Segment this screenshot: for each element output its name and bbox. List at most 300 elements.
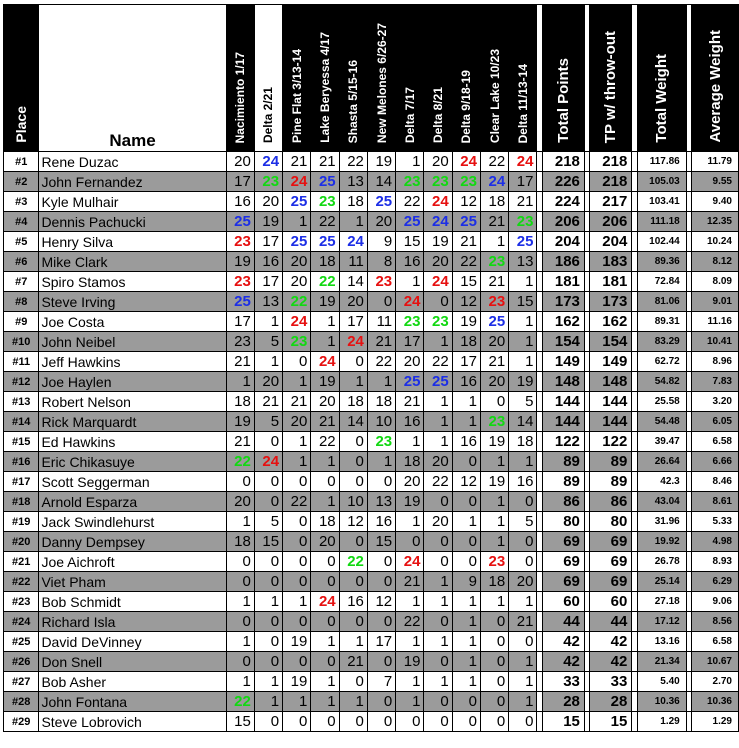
race-score: 21 xyxy=(283,152,311,172)
race-score: 22 xyxy=(311,432,339,452)
race-score: 1 xyxy=(424,672,452,692)
tp-throwout: 144 xyxy=(590,392,632,412)
race-score: 16 xyxy=(367,512,395,532)
race-score: 19 xyxy=(452,312,480,332)
race-score: 0 xyxy=(452,492,480,512)
average-weight: 8.09 xyxy=(692,272,739,292)
race-score: 0 xyxy=(254,572,282,592)
race-score: 20 xyxy=(226,492,254,512)
race-header: Pine Flat 3/13-14 xyxy=(283,5,311,152)
total-weight: 117.86 xyxy=(637,152,686,172)
race-score: 0 xyxy=(339,452,367,472)
race-score: 15 xyxy=(226,712,254,732)
race-score: 0 xyxy=(283,712,311,732)
total-points: 69 xyxy=(543,572,585,592)
total-points: 86 xyxy=(543,492,585,512)
race-score: 23 xyxy=(283,332,311,352)
race-score: 18 xyxy=(367,392,395,412)
average-weight: 10.67 xyxy=(692,652,739,672)
angler-name: Joe Haylen xyxy=(39,372,226,392)
tp-throwout: 218 xyxy=(590,152,632,172)
race-score: 19 xyxy=(367,152,395,172)
race-score: 1 xyxy=(452,632,480,652)
average-weight: 4.98 xyxy=(692,532,739,552)
race-score: 0 xyxy=(226,612,254,632)
race-score: 19 xyxy=(283,632,311,652)
race-score: 0 xyxy=(452,692,480,712)
place-cell: #26 xyxy=(4,652,39,672)
race-score: 25 xyxy=(283,192,311,212)
race-score: 19 xyxy=(283,672,311,692)
race-score: 0 xyxy=(452,552,480,572)
race-score: 16 xyxy=(452,432,480,452)
place-cell: #12 xyxy=(4,372,39,392)
angler-name: Bob Asher xyxy=(39,672,226,692)
race-score: 0 xyxy=(254,552,282,572)
race-score: 21 xyxy=(396,392,424,412)
race-score: 24 xyxy=(424,192,452,212)
race-score: 0 xyxy=(339,532,367,552)
race-score: 22 xyxy=(452,252,480,272)
race-score: 23 xyxy=(480,412,508,432)
race-score: 1 xyxy=(254,592,282,612)
race-score: 1 xyxy=(509,692,537,712)
tp-throwout: 218 xyxy=(590,172,632,192)
race-score: 21 xyxy=(509,612,537,632)
average-weight: 10.41 xyxy=(692,332,739,352)
race-score: 17 xyxy=(452,352,480,372)
tp-throwout: 154 xyxy=(590,332,632,352)
race-score: 21 xyxy=(339,652,367,672)
race-score: 23 xyxy=(226,232,254,252)
angler-name: Bob Schmidt xyxy=(39,592,226,612)
total-weight: 19.92 xyxy=(637,532,686,552)
race-score: 1 xyxy=(509,272,537,292)
race-score: 22 xyxy=(424,352,452,372)
angler-name: Henry Silva xyxy=(39,232,226,252)
table-row xyxy=(4,152,739,172)
total-points: 44 xyxy=(543,612,585,632)
place-cell: #16 xyxy=(4,452,39,472)
race-score: 24 xyxy=(396,552,424,572)
place-cell: #17 xyxy=(4,472,39,492)
race-score: 1 xyxy=(311,692,339,712)
total-weight: 62.72 xyxy=(637,352,686,372)
race-score: 1 xyxy=(480,492,508,512)
angler-name: Spiro Stamos xyxy=(39,272,226,292)
total-weight: 1.29 xyxy=(637,712,686,732)
tp-throwout: 33 xyxy=(590,672,632,692)
angler-name: Steve Lobrovich xyxy=(39,712,226,732)
table-row xyxy=(4,332,739,352)
race-score: 1 xyxy=(396,152,424,172)
race-header: Delta 8/21 xyxy=(424,5,452,152)
race-score: 25 xyxy=(283,232,311,252)
tp-throwout: 69 xyxy=(590,572,632,592)
place-cell: #6 xyxy=(4,252,39,272)
table-row xyxy=(4,252,739,272)
race-score: 22 xyxy=(480,152,508,172)
race-score: 12 xyxy=(367,592,395,612)
race-score: 23 xyxy=(311,192,339,212)
place-cell: #25 xyxy=(4,632,39,652)
race-score: 22 xyxy=(283,492,311,512)
tp-throwout: 149 xyxy=(590,352,632,372)
total-weight: 25.58 xyxy=(637,392,686,412)
race-score: 0 xyxy=(283,512,311,532)
race-score: 21 xyxy=(452,232,480,252)
angler-name: David DeVinney xyxy=(39,632,226,652)
race-score: 1 xyxy=(226,632,254,652)
average-weight: 11.16 xyxy=(692,312,739,332)
place-cell: #22 xyxy=(4,572,39,592)
race-score: 24 xyxy=(424,212,452,232)
race-score: 21 xyxy=(283,392,311,412)
race-score: 0 xyxy=(283,612,311,632)
place-cell: #19 xyxy=(4,512,39,532)
total-weight: 5.40 xyxy=(637,672,686,692)
race-score: 22 xyxy=(339,152,367,172)
angler-name: Danny Dempsey xyxy=(39,532,226,552)
race-score: 1 xyxy=(396,272,424,292)
place-cell: #13 xyxy=(4,392,39,412)
average-weight: 9.40 xyxy=(692,192,739,212)
total-weight: 10.36 xyxy=(637,692,686,712)
race-score: 21 xyxy=(254,392,282,412)
standings-body xyxy=(4,152,739,732)
place-cell: #24 xyxy=(4,612,39,632)
place-cell: #21 xyxy=(4,552,39,572)
place-cell: #20 xyxy=(4,532,39,552)
angler-name: Rene Duzac xyxy=(39,152,226,172)
race-score: 1 xyxy=(509,592,537,612)
total-points: 15 xyxy=(543,712,585,732)
total-weight: 102.44 xyxy=(637,232,686,252)
angler-name: Joe Aichroft xyxy=(39,552,226,572)
race-score: 17 xyxy=(367,632,395,652)
place-cell: #14 xyxy=(4,412,39,432)
angler-name: Joe Costa xyxy=(39,312,226,332)
race-score: 23 xyxy=(480,252,508,272)
race-score: 1 xyxy=(480,452,508,472)
race-score: 0 xyxy=(339,472,367,492)
race-score: 0 xyxy=(283,572,311,592)
race-score: 24 xyxy=(480,172,508,192)
race-score: 24 xyxy=(339,332,367,352)
race-score: 17 xyxy=(254,232,282,252)
race-score: 1 xyxy=(226,592,254,612)
total-points: 69 xyxy=(543,532,585,552)
race-score: 0 xyxy=(311,472,339,492)
average-weight: 8.61 xyxy=(692,492,739,512)
race-header: Delta 7/17 xyxy=(396,5,424,152)
race-score: 0 xyxy=(424,612,452,632)
angler-name: Kyle Mulhair xyxy=(39,192,226,212)
race-score: 1 xyxy=(254,672,282,692)
race-score: 17 xyxy=(509,172,537,192)
total-weight: 13.16 xyxy=(637,632,686,652)
place-cell: #29 xyxy=(4,712,39,732)
total-points: 162 xyxy=(543,312,585,332)
total-weight: 54.48 xyxy=(637,412,686,432)
race-score: 1 xyxy=(254,692,282,712)
table-row xyxy=(4,552,739,572)
race-score: 1 xyxy=(283,592,311,612)
race-score: 23 xyxy=(396,312,424,332)
total-points: 42 xyxy=(543,632,585,652)
angler-name: John Fernandez xyxy=(39,172,226,192)
race-score: 1 xyxy=(226,512,254,532)
race-score: 24 xyxy=(452,152,480,172)
table-row xyxy=(4,592,739,612)
tp-throwout: 206 xyxy=(590,212,632,232)
race-score: 0 xyxy=(339,432,367,452)
tp-throwout: 86 xyxy=(590,492,632,512)
total-weight: 89.31 xyxy=(637,312,686,332)
race-score: 17 xyxy=(226,312,254,332)
race-score: 24 xyxy=(311,352,339,372)
total-weight: 111.18 xyxy=(637,212,686,232)
race-score: 0 xyxy=(452,712,480,732)
tp-throwout: 28 xyxy=(590,692,632,712)
race-score: 20 xyxy=(480,372,508,392)
race-score: 19 xyxy=(254,212,282,232)
race-score: 0 xyxy=(283,532,311,552)
race-score: 23 xyxy=(509,212,537,232)
race-score: 1 xyxy=(339,632,367,652)
total-weight: 26.78 xyxy=(637,552,686,572)
average-weight: 2.70 xyxy=(692,672,739,692)
race-score: 16 xyxy=(226,192,254,212)
race-score: 0 xyxy=(509,552,537,572)
race-score: 16 xyxy=(254,252,282,272)
race-score: 1 xyxy=(452,512,480,532)
average-weight: 6.66 xyxy=(692,452,739,472)
race-score: 5 xyxy=(254,512,282,532)
race-header: Lake Beryessa 4/17 xyxy=(311,5,339,152)
race-score: 0 xyxy=(452,532,480,552)
average-weight: 8.46 xyxy=(692,472,739,492)
race-score: 17 xyxy=(226,172,254,192)
table-row xyxy=(4,572,739,592)
race-header: Delta 9/18-19 xyxy=(452,5,480,152)
tp-throwout: 44 xyxy=(590,612,632,632)
race-score: 0 xyxy=(339,612,367,632)
name-header: Name xyxy=(39,5,226,152)
table-row xyxy=(4,292,739,312)
race-score: 7 xyxy=(367,672,395,692)
race-score: 20 xyxy=(424,452,452,472)
race-score: 24 xyxy=(339,232,367,252)
total-points-header: Total Points xyxy=(543,5,585,152)
total-points: 33 xyxy=(543,672,585,692)
race-score: 9 xyxy=(367,232,395,252)
race-score: 20 xyxy=(254,372,282,392)
race-score: 23 xyxy=(226,272,254,292)
race-score: 0 xyxy=(509,492,537,512)
total-points: 154 xyxy=(543,332,585,352)
race-score: 1 xyxy=(509,352,537,372)
race-score: 15 xyxy=(367,532,395,552)
race-score: 0 xyxy=(424,552,452,572)
race-score: 0 xyxy=(311,612,339,632)
race-score: 1 xyxy=(424,392,452,412)
race-score: 25 xyxy=(509,232,537,252)
table-row xyxy=(4,312,739,332)
race-score: 0 xyxy=(480,692,508,712)
race-score: 22 xyxy=(396,192,424,212)
race-score: 1 xyxy=(367,452,395,472)
race-score: 17 xyxy=(254,272,282,292)
total-weight: 105.03 xyxy=(637,172,686,192)
place-header: Place xyxy=(4,5,39,152)
table-row xyxy=(4,632,739,652)
angler-name: Don Snell xyxy=(39,652,226,672)
table-row xyxy=(4,672,739,692)
tp-throwout: 162 xyxy=(590,312,632,332)
race-score: 0 xyxy=(367,652,395,672)
table-row xyxy=(4,452,739,472)
angler-name: Richard Isla xyxy=(39,612,226,632)
tp-throwout: 144 xyxy=(590,412,632,432)
race-score: 20 xyxy=(254,192,282,212)
angler-name: Arnold Esparza xyxy=(39,492,226,512)
race-score: 1 xyxy=(396,512,424,532)
race-score: 5 xyxy=(509,392,537,412)
race-score: 13 xyxy=(339,172,367,192)
race-score: 1 xyxy=(480,592,508,612)
average-weight: 6.05 xyxy=(692,412,739,432)
race-score: 1 xyxy=(311,632,339,652)
average-weight: 6.58 xyxy=(692,632,739,652)
tp-throwout: 148 xyxy=(590,372,632,392)
average-weight: 10.36 xyxy=(692,692,739,712)
race-score: 0 xyxy=(480,392,508,412)
race-score: 0 xyxy=(254,492,282,512)
race-score: 0 xyxy=(254,612,282,632)
race-score: 14 xyxy=(367,172,395,192)
race-score: 24 xyxy=(283,312,311,332)
race-score: 21 xyxy=(367,332,395,352)
tp-throwout: 204 xyxy=(590,232,632,252)
tp-throwout: 89 xyxy=(590,472,632,492)
race-score: 0 xyxy=(283,472,311,492)
race-score: 0 xyxy=(424,532,452,552)
race-score: 1 xyxy=(367,372,395,392)
place-cell: #23 xyxy=(4,592,39,612)
race-score: 1 xyxy=(311,312,339,332)
race-score: 20 xyxy=(311,392,339,412)
race-score: 0 xyxy=(339,672,367,692)
race-score: 1 xyxy=(452,612,480,632)
race-score: 1 xyxy=(480,512,508,532)
race-score: 20 xyxy=(226,152,254,172)
race-score: 1 xyxy=(283,692,311,712)
race-score: 20 xyxy=(480,332,508,352)
total-points: 204 xyxy=(543,232,585,252)
race-score: 21 xyxy=(480,352,508,372)
total-points: 218 xyxy=(543,152,585,172)
race-score: 21 xyxy=(226,432,254,452)
average-weight: 9.06 xyxy=(692,592,739,612)
race-score: 20 xyxy=(509,572,537,592)
race-score: 25 xyxy=(311,172,339,192)
total-points: 224 xyxy=(543,192,585,212)
race-score: 19 xyxy=(226,412,254,432)
race-score: 19 xyxy=(226,252,254,272)
table-row xyxy=(4,352,739,372)
race-score: 5 xyxy=(509,512,537,532)
race-score: 0 xyxy=(367,552,395,572)
race-score: 23 xyxy=(480,292,508,312)
race-score: 1 xyxy=(396,692,424,712)
race-score: 1 xyxy=(452,592,480,612)
race-score: 23 xyxy=(254,172,282,192)
race-score: 16 xyxy=(452,372,480,392)
race-score: 18 xyxy=(226,532,254,552)
race-score: 22 xyxy=(226,692,254,712)
race-score: 13 xyxy=(509,252,537,272)
race-score: 1 xyxy=(424,592,452,612)
race-score: 1 xyxy=(311,492,339,512)
race-score: 1 xyxy=(424,572,452,592)
total-points: 149 xyxy=(543,352,585,372)
angler-name: Eric Chikasuye xyxy=(39,452,226,472)
total-weight: 83.29 xyxy=(637,332,686,352)
race-score: 24 xyxy=(311,592,339,612)
total-weight: 54.82 xyxy=(637,372,686,392)
race-score: 23 xyxy=(424,312,452,332)
race-score: 23 xyxy=(367,432,395,452)
race-score: 24 xyxy=(509,152,537,172)
race-score: 24 xyxy=(283,172,311,192)
table-row xyxy=(4,712,739,732)
average-weight: 5.33 xyxy=(692,512,739,532)
race-score: 11 xyxy=(367,312,395,332)
race-score: 19 xyxy=(509,372,537,392)
table-row xyxy=(4,532,739,552)
race-score: 1 xyxy=(452,652,480,672)
race-score: 15 xyxy=(396,232,424,252)
table-row xyxy=(4,512,739,532)
race-score: 23 xyxy=(226,332,254,352)
race-score: 25 xyxy=(226,292,254,312)
race-score: 5 xyxy=(254,332,282,352)
table-row xyxy=(4,492,739,512)
race-score: 0 xyxy=(311,552,339,572)
race-score: 1 xyxy=(254,352,282,372)
place-cell: #5 xyxy=(4,232,39,252)
race-score: 19 xyxy=(311,292,339,312)
race-score: 19 xyxy=(396,492,424,512)
race-score: 1 xyxy=(424,632,452,652)
race-score: 25 xyxy=(480,312,508,332)
race-score: 20 xyxy=(283,252,311,272)
race-score: 22 xyxy=(424,472,452,492)
race-score: 1 xyxy=(452,672,480,692)
angler-name: Scott Seggerman xyxy=(39,472,226,492)
table-row xyxy=(4,652,739,672)
race-score: 12 xyxy=(452,192,480,212)
total-weight: 103.41 xyxy=(637,192,686,212)
table-row xyxy=(4,692,739,712)
total-points: 42 xyxy=(543,652,585,672)
table-row xyxy=(4,472,739,492)
race-score: 0 xyxy=(226,552,254,572)
total-weight: 81.06 xyxy=(637,292,686,312)
tp-throwout: 183 xyxy=(590,252,632,272)
race-score: 20 xyxy=(396,472,424,492)
